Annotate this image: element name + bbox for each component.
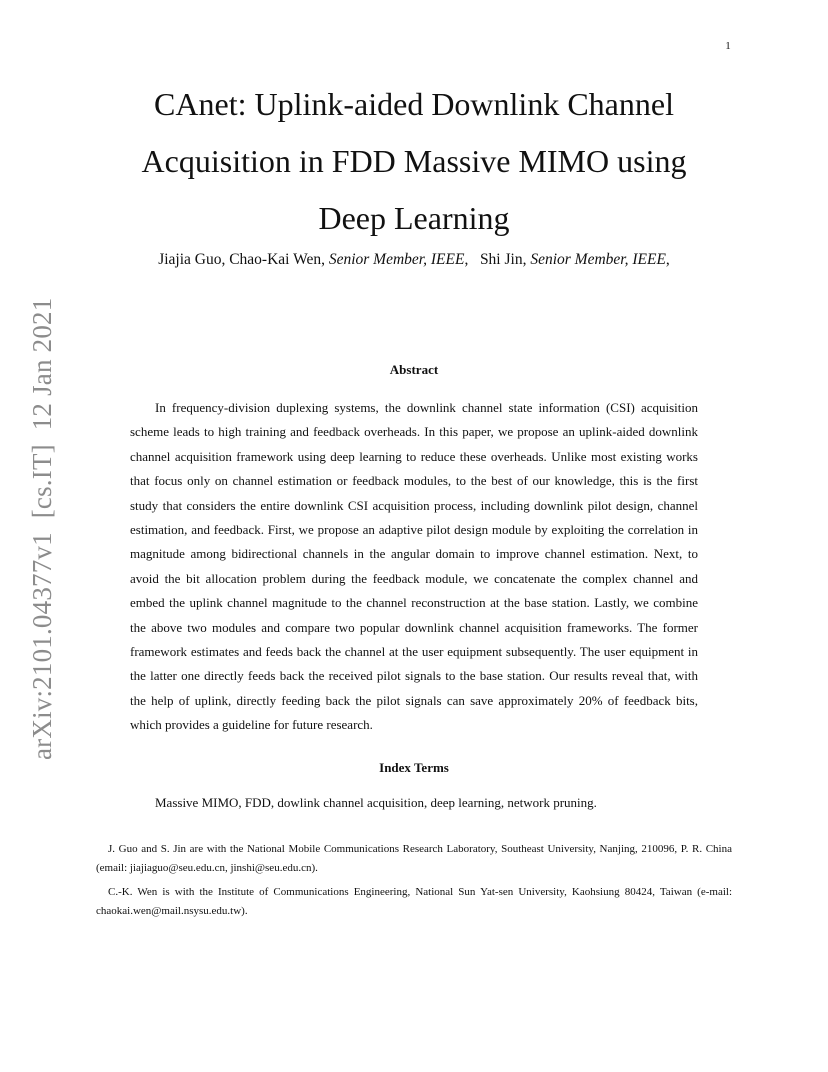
author-role-first: Senior Member, IEEE [328,251,465,268]
page-number: 1 [725,40,731,52]
author-role-second: Senior Member, IEEE [530,251,666,268]
affiliation-footnote: J. Guo and S. Jin are with the National Mobile Communications Research Laboratory, Southeast University, Nanjing, 210096, P. R. China (email: jiajiaguo@seu.edu.cn, jinshi@seu.edu.cn). [96,843,732,874]
index-terms-text: Massive MIMO, FDD, dowlink channel acquisition, deep learning, network pruning. [155,795,597,810]
affiliation-footnote: C.-K. Wen is with the Institute of Communications Engineering, National Sun Yat-sen University, Kaohsiung 80424, Taiwan (e-mail: chaokai.wen@mail.nsysu.edu.tw). [96,886,732,917]
abstract-text: In frequency-division duplexing systems, the downlink channel state information (CSI) acquisition scheme leads to high training and feedback overheads. In this paper, we propose an uplink-aided downlink channel acquisition framework using deep learning to reduce these overheads. Unlike most existing works that focus only on channel estimation or feedback modules, to the best of our knowledge, this is the first study that considers the entire downlink CSI acquisition process, including downlink pilot design, channel estimation, and feedback. First, we propose an adaptive pilot design module by exploiting the correlation in magnitude among bidirectional channels in the angular domain to improve channel estimation. Next, to avoid the bit allocation problem during the feedback module, we concatenate the complex channel and embed the uplink channel magnitude to the channel reconstruction at the base station. Lastly, we combine the above two modules and compare two popular downlink channel acquisition frameworks. The former framework estimates and feeds back the channel at the user equipment subsequently. The user equipment in the latter one directly feeds back the received pilot signals to the base station. Our results reveal that, with the help of uplink, directly feeding back the pilot signals can save approximately 20% of feedback bits, which provides a guideline for future research. [130,400,698,733]
arxiv-identifier-text: arXiv:2101.04377v1 [cs.IT] 12 Jan 2021 [27,297,57,760]
paper-title [40,76,788,247]
author-names-first: Jiajia Guo, Chao-Kai Wen, [158,251,325,268]
abstract-heading: Abstract [389,362,439,377]
author-names-second: Shi Jin, [479,251,527,268]
author-line: Jiajia Guo, Chao-Kai Wen, Senior Member, IEEE, Shi Jin, Senior Member, IEEE, [158,251,670,268]
title-line: Acquisition in FDD Massive MIMO using [141,143,687,179]
index-terms-heading: Index Terms [379,760,449,775]
title-line: Deep Learning [318,200,510,236]
title-line: CAnet: Uplink-aided Downlink Channel [154,86,674,122]
